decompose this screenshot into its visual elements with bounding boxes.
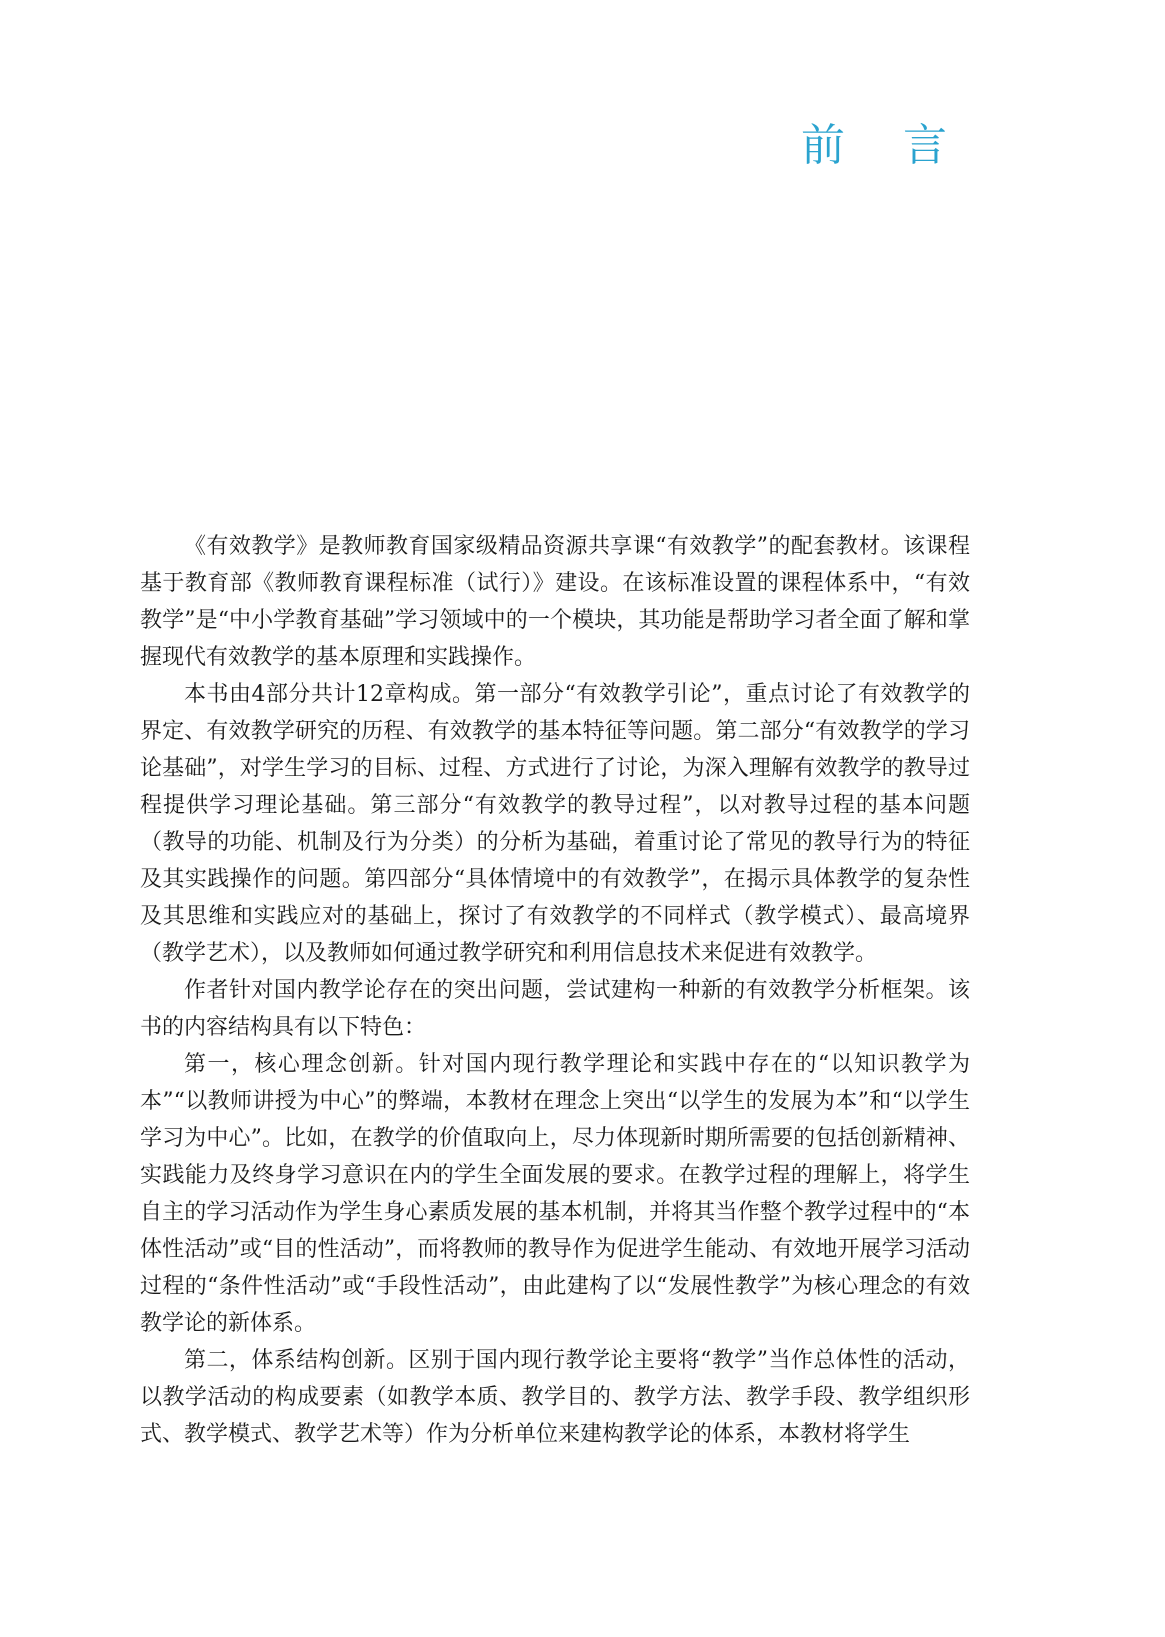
paragraph: 本书由4部分共计12章构成。第一部分“有效教学引论”，重点讨论了有效教学的界定、有效教学研究的历程、有效教学的基本特征等问题。第二部分“有效教学的学习论基础”，对学生学习的目标、过程、方式进行了讨论，为深入理解有效教学的教导过程提供学习理论基础。第三部分“有效教学的教导过程”，以对教导过程的基本问题（教导的功能、机制及行为分类）的分析为基础，着重讨论了常见的教导行为的特征及其实践操作的问题。第四部分“具体情境中的有效教学”，在揭示具体教学的复杂性及其思维和实践应对的基础上，探讨了有效教学的不同样式（教学模式）、最高境界（教学艺术），以及教师如何通过教学研究和利用信息技术来促进有效教学。 <box>140 682 970 966</box>
preface-body <box>140 528 970 1453</box>
paragraph: 《有效教学》是教师教育国家级精品资源共享课“有效教学”的配套教材。该课程基于教育部《教师教育课程标准（试行）》建设。在该标准设置的课程体系中，“有效教学”是“中小学教育基础”学习领域中的一个模块，其功能是帮助学习者全面了解和掌握现代有效教学的基本原理和实践操作。 <box>140 534 970 670</box>
paragraph: 作者针对国内教学论存在的突出问题，尝试建构一种新的有效教学分析框架。该书的内容结构具有以下特色： <box>140 978 970 1040</box>
page-title: 前 言 <box>801 120 969 171</box>
paragraph: 第一，核心理念创新。针对国内现行教学理论和实践中存在的“以知识教学为本”“以教师讲授为中心”的弊端，本教材在理念上突出“以学生的发展为本”和“以学生学习为中心”。比如，在教学的价值取向上，尽力体现新时期所需要的包括创新精神、实践能力及终身学习意识在内的学生全面发展的要求。在教学过程的理解上，将学生自主的学习活动作为学生身心素质发展的基本机制，并将其当作整个教学过程中的“本体性活动”或“目的性活动”，而将教师的教导作为促进学生能动、有效地开展学习活动过程的“条件性活动”或“手段性活动”，由此建构了以“发展性教学”为核心理念的有效教学论的新体系。 <box>140 1052 970 1336</box>
paragraph: 第二，体系结构创新。区别于国内现行教学论主要将“教学”当作总体性的活动，以教学活动的构成要素（如教学本质、教学目的、教学方法、教学手段、教学组织形式、教学模式、教学艺术等）作为分析单位来建构教学论的体系，本教材将学生 <box>140 1348 970 1447</box>
